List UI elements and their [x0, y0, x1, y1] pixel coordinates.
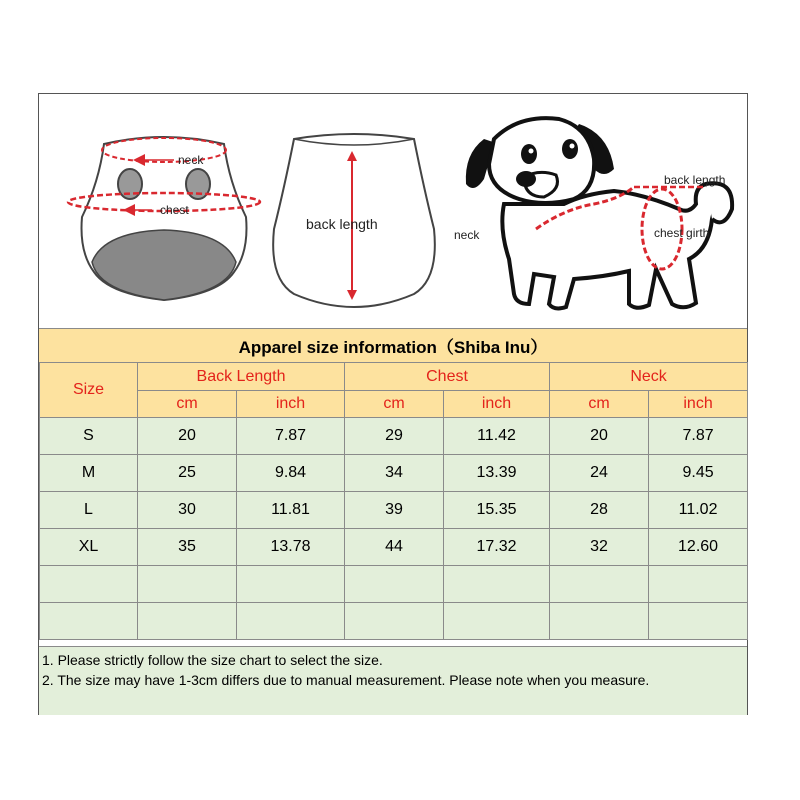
measurement-cell: 20 [550, 418, 649, 455]
table-row [40, 529, 748, 566]
back-length-label: back length [306, 216, 378, 232]
table-header-units [40, 391, 748, 418]
measurement-cell [138, 566, 237, 603]
measurement-cell: 34 [345, 455, 444, 492]
measurement-cell: 12.60 [649, 529, 748, 566]
unit-header: inch [649, 391, 748, 418]
measurement-cell [138, 603, 237, 640]
chest-header: Chest [345, 363, 550, 391]
measurement-cell: 11.02 [649, 492, 748, 529]
table-row [40, 603, 748, 640]
size-info-title: Apparel size information（Shiba Inu） [39, 328, 747, 363]
measurement-cell [649, 603, 748, 640]
neck-header: Neck [550, 363, 748, 391]
table-row [40, 455, 748, 492]
measurement-cell: 13.78 [237, 529, 345, 566]
measurement-cell [345, 603, 444, 640]
front-neck-label: neck [178, 153, 204, 167]
measurement-cell: 24 [550, 455, 649, 492]
table-row [40, 566, 748, 603]
measurement-cell [444, 566, 550, 603]
garment-front-illustration [64, 122, 264, 322]
garment-back-illustration [264, 129, 444, 319]
table-row [40, 418, 748, 455]
size-table [39, 362, 748, 640]
measurement-cell [550, 566, 649, 603]
size-cell: XL [40, 529, 138, 566]
measurement-cell: 9.45 [649, 455, 748, 492]
measurement-cell: 32 [550, 529, 649, 566]
size-cell: L [40, 492, 138, 529]
measurement-cell: 30 [138, 492, 237, 529]
measurement-cell: 17.32 [444, 529, 550, 566]
measurement-cell: 44 [345, 529, 444, 566]
measurement-cell [550, 603, 649, 640]
dog-chest-girth-label: chest girth [654, 226, 710, 240]
size-cell: M [40, 455, 138, 492]
size-column-header: Size [40, 363, 138, 418]
measurement-cell: 29 [345, 418, 444, 455]
measurement-cell: 9.84 [237, 455, 345, 492]
dog-neck-label: neck [454, 228, 480, 242]
table-header-groups [40, 363, 748, 391]
unit-header: cm [345, 391, 444, 418]
measurement-cell: 11.81 [237, 492, 345, 529]
unit-header: inch [237, 391, 345, 418]
measurement-cell [237, 603, 345, 640]
measurement-cell: 20 [138, 418, 237, 455]
measurement-cell [237, 566, 345, 603]
note-line: 2. The size may have 1-3cm differs due to manual measurement. Please note when you measure. [42, 672, 650, 688]
size-cell: S [40, 418, 138, 455]
measurement-cell [444, 603, 550, 640]
size-notes [39, 646, 747, 715]
unit-header: cm [550, 391, 649, 418]
measurement-cell [649, 566, 748, 603]
measurement-cell: 35 [138, 529, 237, 566]
measurement-cell: 25 [138, 455, 237, 492]
size-cell [40, 566, 138, 603]
unit-header: cm [138, 391, 237, 418]
measurement-cell: 7.87 [649, 418, 748, 455]
measurement-cell: 39 [345, 492, 444, 529]
measurement-cell: 15.35 [444, 492, 550, 529]
measurement-cell [345, 566, 444, 603]
back-length-header: Back Length [138, 363, 345, 391]
measurement-illustrations [39, 94, 747, 327]
dog-measurement-illustration [444, 99, 744, 329]
table-row [40, 492, 748, 529]
measurement-cell: 13.39 [444, 455, 550, 492]
size-cell [40, 603, 138, 640]
front-chest-label: chest [160, 203, 189, 217]
measurement-cell: 11.42 [444, 418, 550, 455]
dog-back-length-label: back length [664, 173, 726, 187]
unit-header: inch [444, 391, 550, 418]
note-line: 1. Please strictly follow the size chart to select the size. [42, 652, 383, 668]
measurement-cell: 28 [550, 492, 649, 529]
size-chart-card [38, 93, 748, 715]
measurement-cell: 7.87 [237, 418, 345, 455]
